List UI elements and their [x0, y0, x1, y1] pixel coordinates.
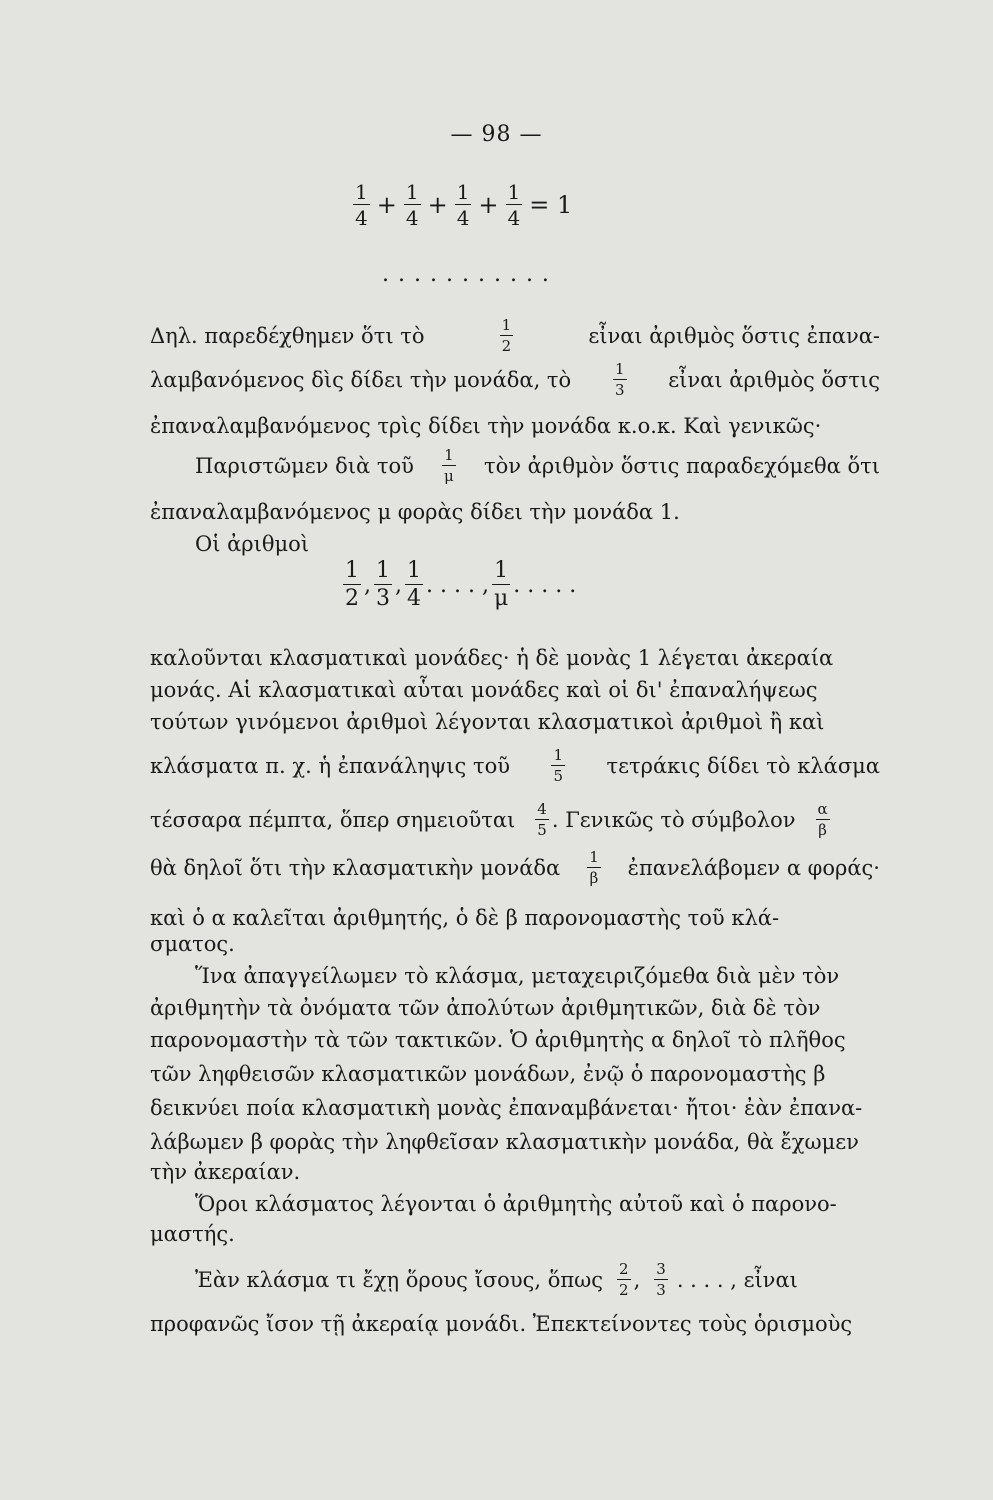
fraction: $\frac{1}{4}$	[507, 180, 521, 230]
text-line: Ὅροι κλάσματος λέγονται ὁ ἀριθμητὴς αὐτοῦ καὶ ὁ παρονο-	[195, 1192, 837, 1216]
sum-equation	[350, 182, 576, 228]
fraction: $\frac{1}{4}$	[405, 180, 419, 230]
text-line: κλάσματα π. χ. ἡ ἐπανάληψις τοῦ $\frac{1}{5}$ τετράκις δίδει τὸ κλάσμα	[150, 746, 880, 785]
text-line: τὴν ἀκεραίαν.	[150, 1160, 301, 1184]
fraction: $\frac{1}{\mu}$	[493, 558, 509, 611]
text-line: τέσσαρα πέμπτα, ὅπερ σημειοῦται $\frac{4}{5}$ . Γενικῶς τὸ σύμβολον $\frac{\alpha}{\beta}$	[150, 800, 828, 839]
text-line: προφανῶς ἴσον τῇ ἀκεραίᾳ μονάδι. Ἐπεκτείνοντες τοὺς ὁρισμοὺς	[150, 1312, 853, 1336]
text-line: λαμβανόμενος δὶς δίδει τὴν μονάδα, τὸ $\frac{1}{3}$ εἶναι ἀριθμὸς ὅστις	[150, 360, 880, 399]
text-line: τούτων γινόμενοι ἀριθμοὶ λέγονται κλασματικοὶ ἀριθμοὶ ἢ καὶ	[150, 710, 825, 734]
text-line: καὶ ὁ α καλεῖται ἀριθμητής, ὁ δὲ β παρονομαστὴς τοῦ κλά-	[150, 906, 780, 930]
plus-sign: +	[478, 191, 499, 219]
text-line: Δηλ. παρεδέχθημεν ὅτι τὸ $\frac{1}{2}$ εἶναι ἀριθμὸς ὅστις ἐπανα-	[150, 316, 880, 355]
text-line: θὰ δηλοῖ ὅτι τὴν κλασματικὴν μονάδα $\frac{1}{\beta}$ ἐπανελάβομεν α φοράς·	[150, 848, 880, 887]
page-number: — 98 —	[450, 122, 543, 147]
text-line: Ἐὰν κλάσμα τι ἔχῃ ὅρους ἴσους, ὅπως $\frac{2}{2}$ , $\frac{3}{3}$ . . . . , εἶναι	[195, 1260, 798, 1299]
plus-sign: +	[427, 191, 448, 219]
text-line: ἐπαναλαμβανόμενος μ φορὰς δίδει τὴν μονάδα 1.	[150, 500, 680, 524]
text-line: καλοῦνται κλασματικαὶ μονάδες· ἡ δὲ μονὰς 1 λέγεται ἀκεραία	[150, 646, 834, 670]
text-line: μονάς. Αἱ κλασματικαὶ αὗται μονάδες καὶ οἱ δι' ἐπαναλήψεως	[150, 678, 818, 702]
text-line: παρονομαστὴν τὰ τῶν τακτικῶν. Ὁ ἀριθμητὴς α δηλοῖ τὸ πλῆθος	[150, 1028, 846, 1052]
unit-fractions-series: $\frac{1}{2}$ , $\frac{1}{3}$ , $\frac{1}{4}$ . . . . , $\frac{1}{\mu}$ . . . . .	[345, 558, 577, 611]
text-line: λάβωμεν β φορὰς τὴν ληφθεῖσαν κλασματικὴν μονάδα, θὰ ἔχωμεν	[150, 1130, 859, 1154]
fraction: $\frac{1}{4}$	[456, 180, 470, 230]
text-line: Οἱ ἀριθμοὶ	[195, 532, 310, 556]
text-line: τῶν ληφθεισῶν κλασματικῶν μονάδων, ἐνῷ ὁ παρονομαστὴς β	[150, 1062, 826, 1086]
fraction: $\frac{1}{4}$	[355, 180, 368, 230]
text-line: Παριστῶμεν διὰ τοῦ $\frac{1}{\mu}$ τὸν ἀριθμὸν ὅστις παραδεχόμεθα ὅτι	[195, 446, 880, 485]
text-line: μαστής.	[150, 1222, 235, 1246]
text-line: δεικνύει ποία κλασματικὴ μονὰς ἐπαναμβάνεται· ἤτοι· ἐὰν ἐπανα-	[150, 1096, 863, 1120]
fraction: $\frac{1}{2}$	[345, 558, 359, 611]
text-line: ἀριθμητὴν τὰ ὀνόματα τῶν ἀπολύτων ἀριθμητικῶν, διὰ δὲ τὸν	[150, 996, 821, 1020]
equals-one: = 1	[529, 191, 573, 219]
text-line: σματος.	[150, 932, 235, 956]
fraction: $\frac{1}{4}$	[407, 558, 421, 611]
plus-sign: +	[376, 191, 397, 219]
text-line: ἐπαναλαμβανόμενος τρὶς δίδει τὴν μονάδα κ.ο.κ. Καὶ γενικῶς·	[150, 414, 822, 438]
ellipsis-row: ...........	[382, 262, 558, 287]
fraction: $\frac{1}{3}$	[376, 558, 390, 611]
text-line: Ἵνα ἀπαγγείλωμεν τὸ κλάσμα, μεταχειριζόμεθα διὰ μὲν τὸν	[195, 964, 840, 988]
